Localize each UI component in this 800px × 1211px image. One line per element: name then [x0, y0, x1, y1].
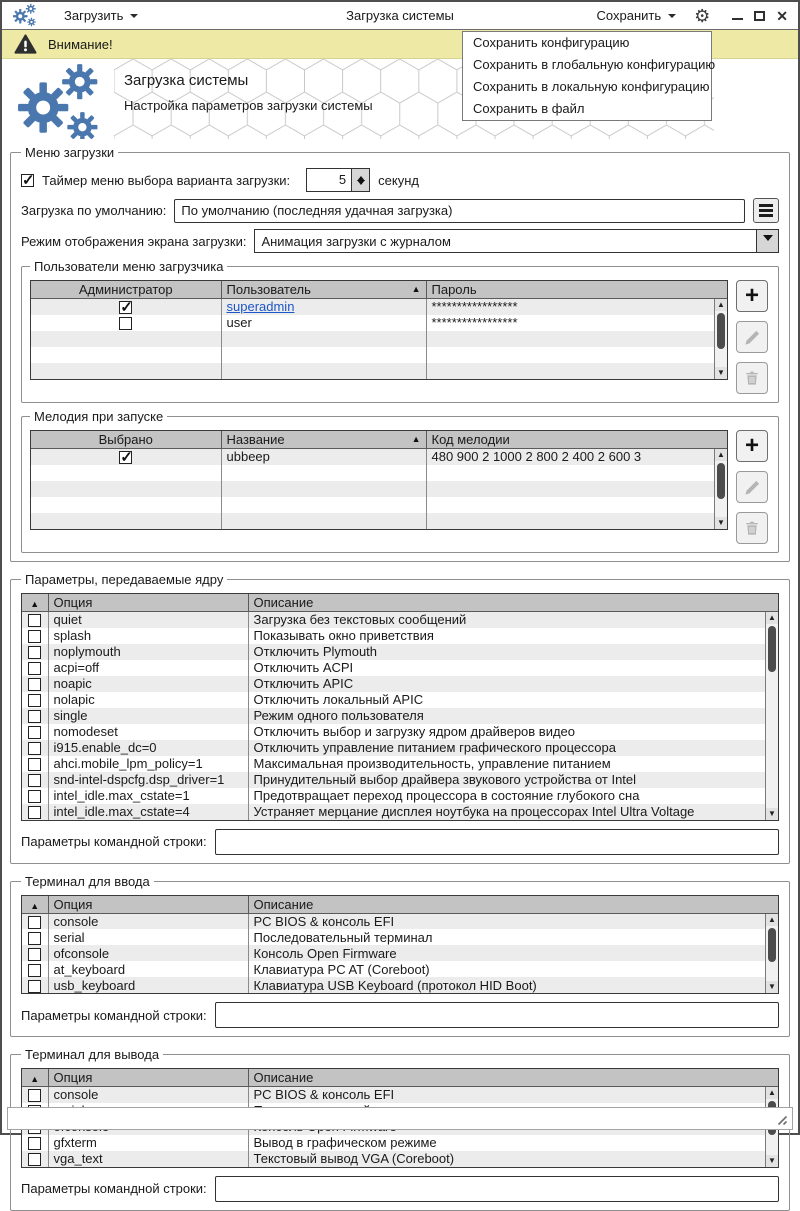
table-cell [22, 612, 48, 628]
table-row[interactable] [31, 363, 727, 379]
scroll-up-icon[interactable]: ▲ [715, 299, 727, 311]
vertical-scrollbar[interactable] [765, 914, 778, 994]
table-row[interactable] [22, 788, 778, 804]
table-row[interactable] [22, 913, 778, 929]
scroll-up-icon[interactable]: ▲ [766, 1087, 778, 1099]
table-row[interactable] [22, 628, 778, 644]
checkbox[interactable] [28, 1153, 41, 1166]
table-cell [31, 497, 221, 513]
scroll-up-icon[interactable]: ▲ [715, 449, 727, 461]
column-header-check[interactable] [22, 896, 48, 914]
table-row[interactable] [31, 497, 727, 513]
table-cell: Показывать окно приветствия [253, 628, 434, 643]
input-terminal-section [10, 874, 790, 1038]
cmdline-label: Параметры командной строки: [21, 1181, 207, 1196]
table-cell [22, 961, 48, 977]
checkbox[interactable] [28, 980, 41, 993]
table-row[interactable] [22, 804, 778, 820]
table-cell: quiet [48, 612, 248, 628]
trash-icon [744, 520, 760, 536]
column-header-description[interactable]: Описание [248, 1069, 778, 1087]
table-row[interactable] [22, 961, 778, 977]
table-cell [22, 977, 48, 993]
edit-user-button[interactable] [736, 321, 768, 353]
add-user-button[interactable]: + [736, 280, 768, 312]
section-legend: Меню загрузки [25, 145, 115, 160]
default-boot-list-button[interactable] [753, 198, 779, 223]
boot-users-section [21, 259, 779, 403]
users-table [30, 280, 728, 380]
table-cell: nolapic [48, 692, 248, 708]
table-cell [22, 772, 48, 788]
table-cell: Загрузка без текстовых сообщений [248, 612, 778, 628]
table-cell [22, 804, 48, 820]
input-terminal-cmdline-input[interactable] [215, 1002, 779, 1028]
column-header-option[interactable]: Опция [48, 896, 248, 914]
add-melody-button[interactable]: + [736, 430, 768, 462]
table-cell: PC BIOS & консоль EFI [248, 1087, 778, 1103]
table-cell: intel_idle.max_cstate=4 [48, 804, 248, 820]
table-cell: Консоль Open Firmware [248, 945, 778, 961]
status-bar [7, 1107, 793, 1130]
resize-grip-icon[interactable] [774, 1112, 788, 1126]
table-row[interactable] [31, 331, 727, 347]
table-cell: Отключить локальный APIC [253, 692, 424, 707]
table-cell [426, 481, 727, 497]
vertical-scrollbar[interactable] [714, 449, 727, 529]
table-row[interactable] [31, 299, 727, 315]
checkbox[interactable] [28, 932, 41, 945]
checkbox[interactable] [28, 662, 41, 675]
table-cell [22, 724, 48, 740]
table-row[interactable] [31, 513, 727, 529]
table-cell [22, 628, 48, 644]
table-cell [221, 347, 426, 363]
table-cell [31, 331, 221, 347]
table-cell: Последовательный терминал [253, 929, 433, 945]
table-cell [221, 497, 426, 513]
table-cell: Предотвращает переход процессора в состояние глубокого сна [253, 788, 640, 803]
table-cell: Отключить Plymouth [248, 644, 778, 660]
checkbox[interactable] [119, 301, 132, 314]
table-cell: serial [48, 929, 248, 945]
timer-spinner[interactable] [306, 168, 370, 192]
checkbox[interactable] [28, 1089, 41, 1102]
table-row[interactable] [22, 945, 778, 961]
section-legend: Мелодия при запуске [34, 409, 164, 424]
table-cell [426, 363, 727, 379]
checkbox[interactable] [28, 694, 41, 707]
checkbox[interactable] [28, 646, 41, 659]
table-cell [22, 644, 48, 660]
warning-text: Внимание! [48, 36, 113, 52]
table-cell [221, 481, 426, 497]
table-row[interactable] [31, 449, 727, 465]
table-cell [22, 708, 48, 724]
save-dropdown-menu [462, 31, 716, 121]
table-cell [31, 347, 221, 363]
table-row[interactable] [31, 315, 727, 331]
table-row[interactable] [22, 612, 778, 628]
table-row[interactable] [22, 692, 778, 708]
scroll-up-icon[interactable]: ▲ [766, 914, 778, 926]
default-boot-label: Загрузка по умолчанию: [21, 203, 167, 218]
section-legend: Терминал для вывода [25, 1047, 160, 1062]
scroll-down-icon[interactable]: ▼ [766, 808, 778, 820]
column-header-password[interactable]: Пароль [426, 281, 727, 299]
table-row[interactable] [22, 724, 778, 740]
menu-item-save-local[interactable]: Сохранить в локальную конфигурацию [473, 79, 710, 94]
table-cell: Максимальная производительность, управление питанием [253, 756, 611, 771]
table-cell [31, 299, 221, 315]
vertical-scrollbar[interactable] [714, 299, 727, 379]
column-header-description[interactable]: Описание [248, 896, 778, 914]
cmdline-label: Параметры командной строки: [21, 834, 207, 849]
table-cell: ubbeep [221, 449, 426, 465]
table-cell [22, 676, 48, 692]
section-legend: Пользователи меню загрузчика [34, 259, 224, 274]
table-cell: Отключить APIC [248, 676, 778, 692]
checkbox[interactable] [28, 964, 41, 977]
table-cell [221, 331, 426, 347]
menu-item-save-global[interactable]: Сохранить в глобальную конфигурацию [473, 57, 716, 72]
table-cell: noplymouth [48, 644, 248, 660]
checkbox[interactable] [28, 710, 41, 723]
checkbox[interactable] [28, 630, 41, 643]
table-cell: Режим одного пользователя [248, 708, 778, 724]
edit-melody-button[interactable] [736, 471, 768, 503]
table-row[interactable] [22, 1087, 778, 1103]
table-cell [221, 465, 426, 481]
table-cell: nomodeset [48, 724, 248, 740]
checkbox[interactable] [28, 790, 41, 803]
table-cell: single [48, 708, 248, 724]
timer-unit-label: секунд [378, 172, 419, 188]
table-cell: ***************** [426, 299, 727, 315]
table-cell [22, 692, 48, 708]
checkbox[interactable] [28, 678, 41, 691]
table-row[interactable] [22, 1151, 778, 1167]
table-row[interactable] [22, 644, 778, 660]
table-cell: user [221, 315, 426, 331]
section-legend: Терминал для ввода [25, 873, 150, 889]
scroll-down-icon[interactable]: ▼ [766, 981, 778, 993]
kernel-params-section [10, 572, 790, 864]
trash-icon [744, 370, 760, 386]
default-boot-input[interactable] [174, 199, 745, 223]
chevron-down-icon [763, 235, 773, 246]
scroll-down-icon[interactable]: ▼ [715, 367, 727, 379]
titlebar [2, 2, 798, 30]
column-header-check[interactable] [22, 1069, 48, 1087]
table-cell [22, 945, 48, 961]
table-cell: Текстовый вывод VGA (Coreboot) [248, 1151, 778, 1167]
table-cell: PC BIOS & консоль EFI [248, 913, 778, 929]
timer-value: 5 [338, 172, 347, 187]
table-cell [31, 465, 221, 481]
table-cell: Вывод в графическом режиме [253, 1135, 437, 1150]
page-subtitle: Настройка параметров загрузки системы [124, 98, 373, 113]
table-cell: gfxterm [48, 1135, 248, 1151]
checkbox[interactable] [119, 451, 132, 464]
table-row[interactable] [31, 465, 727, 481]
table-row[interactable] [31, 481, 727, 497]
column-header-code[interactable]: Код мелодии [426, 431, 727, 449]
table-cell [22, 660, 48, 676]
column-header-user[interactable]: Пользователь ▲ [221, 281, 426, 299]
chevron-down-icon [668, 14, 676, 22]
table-cell [22, 1135, 48, 1151]
kernel-params-table [21, 593, 779, 821]
display-mode-label: Режим отображения экрана загрузки: [21, 233, 247, 249]
table-cell: Отключить ACPI [253, 660, 354, 675]
close-button[interactable]: ✕ [776, 7, 788, 24]
table-cell: at_keyboard [48, 961, 248, 977]
table-cell: 480 900 2 1000 2 800 2 400 2 600 3 [426, 449, 727, 465]
table-cell [22, 788, 48, 804]
minimize-button[interactable] [732, 18, 743, 21]
table-cell [426, 497, 727, 513]
table-cell [221, 513, 426, 529]
table-cell [22, 1151, 48, 1167]
table-cell [22, 929, 48, 945]
column-header-option[interactable]: Опция [48, 1069, 248, 1087]
table-cell: Отключить выбор и загрузку ядром драйверов видео [253, 724, 576, 739]
table-cell [221, 299, 426, 315]
table-cell [31, 481, 221, 497]
table-row[interactable] [22, 929, 778, 945]
scroll-down-icon[interactable]: ▼ [715, 517, 727, 529]
table-cell: acpi=off [48, 660, 248, 676]
table-cell [31, 363, 221, 379]
column-header-description[interactable]: Описание [248, 594, 778, 612]
pencil-icon [744, 479, 761, 496]
sort-asc-icon: ▲ [30, 900, 40, 911]
table-cell: noapic [48, 676, 248, 692]
column-header-admin[interactable]: Администратор [31, 281, 221, 299]
maximize-button[interactable] [754, 11, 765, 21]
table-cell: Клавиатура USB Keyboard (протокол HID Boot) [248, 977, 778, 993]
menu-item-save-file[interactable]: Сохранить в файл [473, 101, 585, 116]
table-cell [426, 465, 727, 481]
app-gears-icon [12, 3, 38, 28]
table-cell: i915.enable_dc=0 [48, 740, 248, 756]
sort-asc-icon: ▲ [30, 599, 40, 609]
boot-gears-logo [16, 63, 106, 139]
table-cell: vga_text [48, 1151, 248, 1167]
checkbox[interactable] [28, 742, 41, 755]
table-cell: splash [48, 628, 248, 644]
checkbox[interactable] [28, 916, 41, 929]
table-row[interactable] [22, 660, 778, 676]
table-cell [22, 1087, 48, 1103]
table-cell: Устраняет мерцание дисплея ноутбука на процессорах Intel Ultra Voltage [248, 804, 778, 820]
sort-asc-icon: ▲ [30, 1074, 40, 1084]
table-cell: intel_idle.max_cstate=1 [48, 788, 248, 804]
table-cell: console [48, 913, 248, 929]
save-menu-label: Сохранить [596, 8, 662, 23]
melody-table [30, 430, 728, 530]
table-row[interactable] [22, 740, 778, 756]
input-terminal-table [21, 895, 779, 995]
table-cell: ofconsole [48, 945, 248, 961]
window-title: Загрузка системы [346, 8, 454, 23]
table-cell [22, 740, 48, 756]
table-row[interactable] [22, 1135, 778, 1151]
page-title: Загрузка системы [124, 72, 249, 89]
table-cell [426, 347, 727, 363]
table-row[interactable] [22, 772, 778, 788]
display-mode-value: Анимация загрузки с журналом [261, 233, 451, 249]
table-cell: ahci.mobile_lpm_policy=1 [48, 756, 248, 772]
sort-asc-icon: ▲ [411, 284, 421, 294]
table-cell [31, 449, 221, 465]
scroll-up-icon[interactable]: ▲ [766, 612, 778, 624]
table-cell: snd-intel-dspcfg.dsp_driver=1 [48, 772, 248, 788]
checkbox[interactable] [28, 758, 41, 771]
kernel-cmdline-input[interactable] [215, 829, 779, 855]
table-cell: Клавиатура PC AT (Coreboot) [253, 961, 430, 977]
table-cell [31, 315, 221, 331]
table-cell [426, 331, 727, 347]
save-menu-button[interactable] [597, 8, 677, 23]
checkbox[interactable] [28, 806, 41, 819]
timer-label: Таймер меню выбора варианта загрузки: [42, 172, 291, 188]
table-cell: ***************** [431, 315, 518, 330]
menu-item-save-config[interactable]: Сохранить конфигурацию [473, 35, 630, 50]
hamburger-icon [759, 204, 773, 207]
cmdline-label: Параметры командной строки: [21, 1007, 207, 1023]
delete-user-button[interactable] [736, 362, 768, 394]
table-row[interactable] [22, 676, 778, 692]
pencil-icon [744, 329, 761, 346]
checkbox[interactable] [28, 614, 41, 627]
spin-down-icon[interactable] [357, 180, 365, 189]
table-cell: console [48, 1087, 248, 1103]
table-cell: usb_keyboard [48, 977, 248, 993]
table-cell [221, 363, 426, 379]
table-cell [22, 913, 48, 929]
table-cell [426, 513, 727, 529]
settings-gear-button[interactable]: ⚙ [694, 5, 711, 26]
section-legend: Параметры, передаваемые ядру [25, 572, 224, 587]
table-cell [31, 513, 221, 529]
checkbox[interactable] [119, 317, 132, 330]
timer-checkbox[interactable] [21, 174, 34, 187]
column-header-name[interactable]: Название ▲ [221, 431, 426, 449]
warning-icon [14, 33, 37, 56]
boot-menu-section [10, 145, 790, 562]
table-cell: Отключить управление питанием графического процессора [248, 740, 778, 756]
column-header-option[interactable]: Опция [48, 594, 248, 612]
output-terminal-cmdline-input[interactable] [215, 1176, 779, 1202]
boot-melody-section [21, 409, 779, 553]
column-header-selected[interactable]: Выбрано [31, 431, 221, 449]
table-cell [22, 756, 48, 772]
vertical-scrollbar[interactable] [765, 612, 778, 820]
load-menu-label: Загрузить [64, 8, 124, 23]
table-row[interactable] [22, 708, 778, 724]
scroll-down-icon[interactable]: ▼ [766, 1155, 778, 1167]
user-link[interactable]: superadmin [226, 299, 295, 315]
table-row[interactable] [22, 756, 778, 772]
display-mode-select[interactable] [254, 229, 779, 253]
sort-asc-icon: ▲ [411, 434, 421, 444]
table-row[interactable] [22, 977, 778, 993]
table-cell: Принудительный выбор драйвера звукового устройства от Intel [248, 772, 778, 788]
checkbox[interactable] [28, 726, 41, 739]
load-menu-button[interactable] [64, 8, 138, 23]
delete-melody-button[interactable] [736, 512, 768, 544]
checkbox[interactable] [28, 774, 41, 787]
column-header-check[interactable] [22, 594, 48, 612]
table-row[interactable] [31, 347, 727, 363]
checkbox[interactable] [28, 948, 41, 961]
chevron-down-icon [130, 14, 138, 22]
checkbox[interactable] [28, 1137, 41, 1150]
